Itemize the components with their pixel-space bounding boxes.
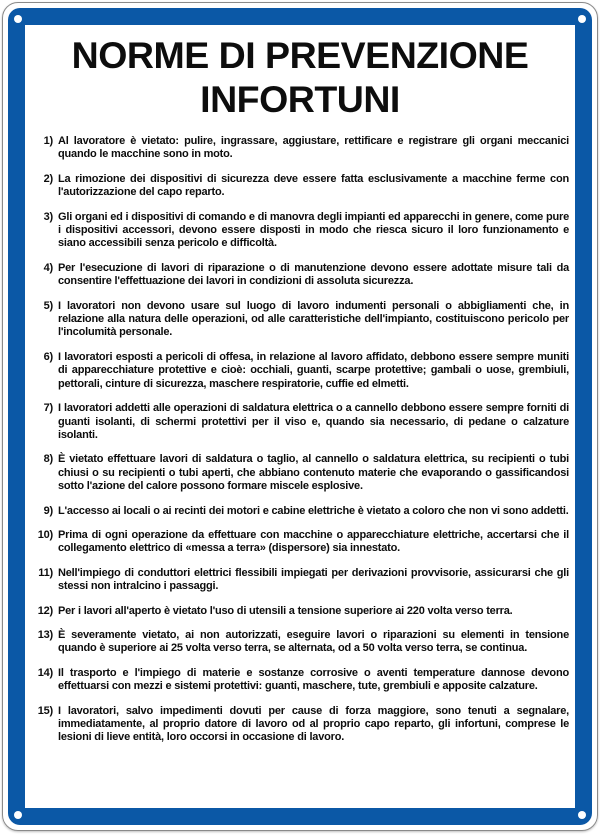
rule-text: I lavoratori non devono usare sul luogo di lavoro indumenti personali o abbigliamenti che, in relazione alla natura delle operazioni, od alle caratteristiche dell'impianto, costituiscono pericolo per l'incolumità personale. [58,299,569,339]
rule-item [28,173,569,200]
rule-text: Nell'impiego di conduttori elettrici flessibili impiegati per derivazioni provvisorie, assicurarsi che gli stessi non intralcino i passaggi. [58,566,569,593]
rule-text: Prima di ogni operazione da effettuare con macchine o apparecchiature elettriche, accertarsi che il collegamento elettrico di «messa a terra» (dispersore) sia innestato. [58,528,569,555]
rule-item [28,629,569,656]
rule-number: 9) [43,504,53,517]
rule-number: 12) [37,604,53,617]
rule-number: 11) [38,566,53,579]
rule-item [28,605,569,618]
screw-hole-icon [14,811,22,819]
rule-item [28,135,569,162]
rule-text: L'accesso ai locali o ai recinti dei motori e cabine elettriche è vietato a coloro che non vi sono addetti. [58,504,569,517]
rule-number: 15) [37,704,53,717]
rule-item [28,505,569,518]
rule-number: 2) [43,172,53,185]
rule-text: Al lavoratore è vietato: pulire, ingrassare, aggiustare, rettificare e registrare gli organi meccanici quando le macchine sono in moto. [58,135,569,161]
rule-item [28,667,569,694]
rule-number: 8) [43,453,53,466]
rule-text: È severamente vietato, ai non autorizzati, eseguire lavori o riparazioni su elementi in tensione quando è superiore ai 25 volta verso terra, se alternata, od a 50 volta verso terra, se continua. [58,628,569,655]
rule-item [28,351,569,391]
rule-item [28,705,569,745]
rule-number: 1) [43,135,53,147]
rule-text: I lavoratori, salvo impedimenti dovuti per cause di forza maggiore, sono tenuti a segnalare, immediatamente, al proprio datore di lavoro od al proprio capo reparto, gli infortuni, comprese le lesioni di lieve entità, loro occorsi in occasione di lavoro. [58,704,569,744]
sign-content [25,25,575,808]
rule-text: Per i lavori all'aperto è vietato l'uso di utensili a tensione superiore ai 220 volta verso terra. [58,604,513,617]
rule-text: Gli organi ed i dispositivi di comando e di manovra degli impianti ed apparecchi in genere, come pure i dispositivi accessori, devono essere disposti in modo che riesca sicuro il loro funzionamento e siano accessibili senza pericolo e difficoltà. [58,210,569,250]
rule-text: Il trasporto e l'impiego di materie e sostanze corrosive o aventi temperature dannose devono effettuarsi con mezzi e sistemi protettivi: guanti, maschere, tute, grembiuli e apposite calzature. [58,666,569,693]
rule-text: La rimozione dei dispositivi di sicurezza deve essere fatta esclusivamente a macchine ferme con l'autorizzazione del capo reparto. [58,172,569,199]
rule-item [28,453,569,493]
rule-number: 13) [37,628,53,641]
rule-number: 14) [37,666,53,679]
sign-title [25,25,575,121]
rule-item [28,300,569,340]
rule-number: 5) [43,299,53,312]
sign-title-line1: NORME DI PREVENZIONE [71,34,529,76]
screw-hole-icon [578,811,586,819]
rule-item [28,567,569,594]
rule-number: 3) [43,210,53,223]
rule-number: 10) [37,528,53,541]
rule-number: 4) [43,261,53,274]
rule-text: È vietato effettuare lavori di saldatura o taglio, al cannello o saldatura elettrica, su recipienti o tubi chiusi o su recipienti o tubi aperti, che abbiano contenuto materie che evaporando o gassificandosi sotto l'azione del calore possono formare miscele esplosive. [58,453,569,493]
rule-number: 7) [43,402,53,415]
rules-list [25,135,575,745]
rule-item [28,402,569,442]
rule-number: 6) [43,350,53,363]
rule-text: I lavoratori addetti alle operazioni di saldatura elettrica o a cannello debbono essere sempre forniti di guanti isolanti, di schermi protettivi per il viso e, quando sia necessario, di pedane o calzature isolanti. [58,402,569,441]
sign-title-line2: INFORTUNI [200,78,400,120]
rule-text: I lavoratori esposti a pericoli di offesa, in relazione al lavoro affidato, debbono essere sempre muniti di apparecchiature protettive e cioè: occhiali, guanti, scarpe protettive; gambali o uose, grembiuli, pettorali, cinture di sicurezza, maschere respiratorie, cuffie ed elmetti. [58,350,569,390]
screw-hole-icon [14,15,22,23]
rule-item [28,211,569,251]
screw-hole-icon [578,15,586,23]
rule-text: Per l'esecuzione di lavori di riparazione o di manutenzione devono essere adottate misure tali da consentire l'effettuazione dei lavori in condizioni di assoluta sicurezza. [58,261,569,288]
rule-item [28,262,569,289]
rule-item [28,529,569,556]
